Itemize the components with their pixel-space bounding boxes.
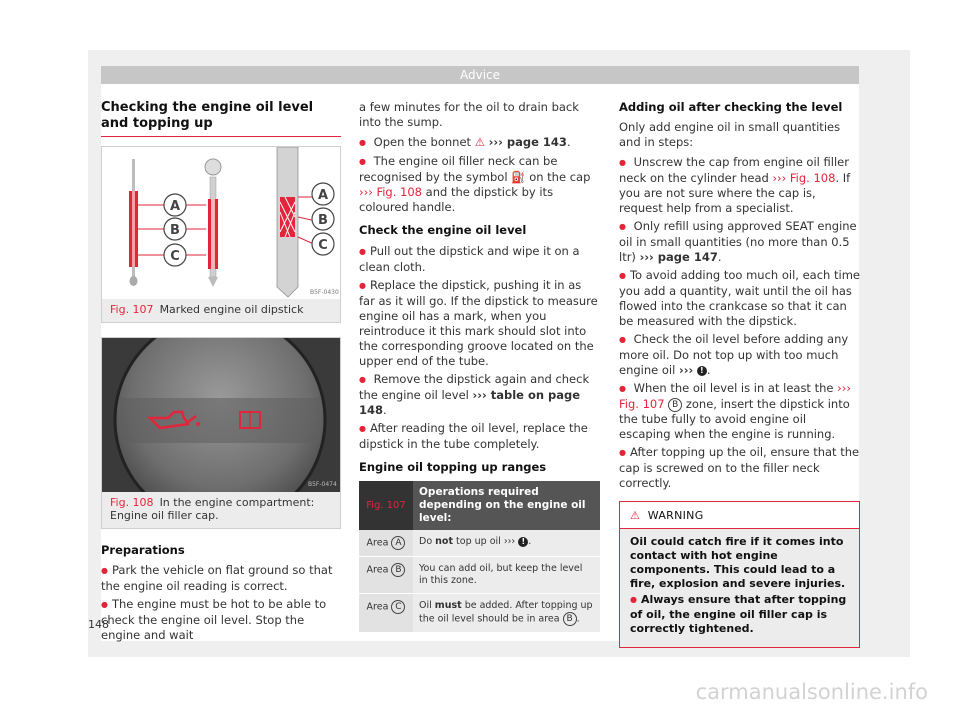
list-item: ● Park the vehicle on flat ground so that the engine oil reading is correct. — [101, 563, 341, 594]
text: Unscrew the cap from engine oil filler neck on the cylinder head — [619, 155, 849, 185]
warning-icon: ⚠ — [474, 135, 486, 149]
warning-body — [620, 529, 859, 647]
text: Only refill using approved SEAT engine oil in small quantities (no more than 0.5 ltr) — [619, 219, 857, 264]
area-marker: B — [391, 563, 405, 577]
list-item: ● To avoid adding too much oil, each time you add a quantity, wait until the oil has flowed into the crankcase so that it can be measured with the dipstick. — [619, 268, 860, 329]
list-item: ● Replace the dipstick, pushing it in as far as it will go. If the dipstick to measure engine oil has a mark, when you reintroduce it this mark should slot into the corresponding groove located on the upper end of the tube. — [359, 278, 600, 369]
area-cell: Area C — [359, 594, 413, 633]
list-item: ● The engine must be hot to be able to check the engine oil level. Stop the engine and wait — [101, 597, 341, 643]
marker-a: A — [169, 199, 181, 214]
text: Check the oil level before adding any more oil. Do not top up with too much engine oil — [619, 332, 849, 377]
figure-link[interactable]: ››› Fig. 108 — [772, 171, 836, 185]
section-header: Advice — [101, 66, 859, 84]
list-item: ● After topping up the oil, ensure that the cap is screwed on to the filler neck correctly. — [619, 445, 860, 491]
desc-cell: Oil must be added. After topping up the oil level should be in area B . — [413, 594, 600, 633]
text: The engine oil filler neck can be recognised by the symbol — [359, 154, 558, 184]
text: Remove the dipstick again and check the engine oil level — [359, 372, 590, 402]
list-item: ● Open the bonnet ⚠ ››› page 143. — [359, 135, 600, 151]
table-header-operations: Operations required depending on the engine oil level: — [413, 481, 600, 530]
text: and the dipstick by its coloured handle. — [359, 185, 554, 214]
list-item: ● Only refill using approved SEAT engine oil in small quantities (no more than 0.5 ltr) ››› page 147. — [619, 219, 860, 265]
text: . If you are not sure where the cap is, request help from a specialist. — [619, 171, 851, 215]
intro-text: Only add engine oil in small quantities and in steps: — [619, 120, 841, 149]
area-cell: Area A — [359, 530, 413, 557]
column-middle — [359, 100, 600, 633]
table-row — [359, 557, 600, 594]
page-link[interactable]: ››› page 147 — [639, 250, 718, 264]
page-link[interactable]: ››› page 143 — [488, 135, 567, 149]
figure-code: B5F-0474 — [308, 481, 337, 488]
page-number: 148 — [88, 618, 109, 631]
oil-cap-photo — [102, 338, 340, 492]
table-link[interactable]: ››› table on page 148 — [359, 388, 581, 417]
exclamation-icon: ! — [518, 537, 528, 547]
list-item — [619, 155, 860, 216]
text: Open the bonnet — [373, 135, 472, 149]
dipstick-graphic — [102, 147, 340, 299]
table-row — [359, 530, 600, 557]
area-marker: C — [391, 600, 405, 614]
page-title: Checking the engine oil level and topping up — [101, 100, 341, 137]
preparations — [101, 543, 341, 643]
text: on the cap — [529, 170, 591, 184]
subheading: Adding oil after checking the level — [619, 100, 843, 114]
warning-box — [619, 501, 860, 648]
exclamation-icon: ! — [697, 366, 707, 376]
subheading: Engine oil topping up ranges — [359, 460, 547, 474]
figure-caption — [102, 492, 340, 528]
area-cell: Area B — [359, 557, 413, 594]
column-left — [101, 100, 341, 646]
text: zone, insert the dipstick into the tube fully to avoid engine oil escaping when the engine is running. — [619, 397, 850, 441]
dipstick-illustration — [102, 147, 340, 299]
text: When the oil level is in at least the — [633, 381, 834, 395]
column-right — [619, 100, 860, 648]
preparations-title: Preparations — [101, 543, 185, 557]
list-item — [619, 381, 860, 442]
caption-text: In the engine compartment: Engine oil filler cap. — [110, 496, 315, 522]
marker-a-right: A — [317, 188, 329, 203]
oil-can-icon: ⛽ — [511, 170, 526, 184]
marker-c-right: C — [318, 238, 328, 253]
list-item — [359, 154, 600, 215]
figure-link[interactable]: ››› Fig. 107 — [619, 381, 851, 411]
marker-c: C — [170, 249, 180, 264]
marker-b: B — [170, 223, 180, 238]
desc-cell: You can add oil, but keep the level in this zone. — [413, 557, 600, 594]
list-item: ● Pull out the dipstick and wipe it on a clean cloth. — [359, 244, 600, 275]
oil-cap-graphic — [102, 338, 340, 492]
marker-b-right: B — [318, 213, 328, 228]
area-marker: B — [668, 398, 682, 412]
area-marker: B — [563, 612, 577, 626]
warning-title: WARNING — [647, 509, 704, 522]
reference-link[interactable]: ››› — [503, 536, 516, 547]
subheading: Check the engine oil level — [359, 223, 527, 237]
figure-link[interactable]: ››› Fig. 108 — [359, 185, 422, 199]
area-marker: A — [391, 536, 405, 550]
watermark: carmanualsonline.info — [695, 680, 928, 704]
oil-range-table — [359, 481, 600, 633]
list-item: ● Check the oil level before adding any more oil. Do not top up with too much engine oil ››› ! . — [619, 332, 860, 378]
warning-text: Oil could catch fire if it comes into contact with hot engine components. This could lead to a fire, explosion and severe injuries. — [630, 535, 846, 590]
warning-icon: ⚠ — [630, 509, 641, 522]
figure-label: Fig. 107 — [110, 303, 154, 316]
warning-header — [620, 502, 859, 529]
list-item: ● After reading the oil level, replace the dipstick in the tube completely. — [359, 421, 600, 452]
list-item: ● Remove the dipstick again and check the engine oil level ››› table on page 148. — [359, 372, 600, 418]
desc-cell: Do not top up oil ››› ! . — [413, 530, 600, 557]
figure-label: Fig. 108 — [110, 496, 154, 509]
reference-link[interactable]: ››› — [678, 363, 694, 377]
table-row — [359, 594, 600, 633]
table-header-fig: Fig. 107 — [359, 481, 413, 530]
warning-bullet: ● Always ensure that after topping of oil, the engine oil filler cap is correctly tightened. — [630, 593, 849, 636]
figure-108 — [101, 337, 341, 529]
continued-text: a few minutes for the oil to drain back into the sump. — [359, 100, 579, 129]
caption-text: Marked engine oil dipstick — [159, 303, 304, 316]
figure-107 — [101, 146, 341, 323]
figure-code: B5F-0430 — [310, 289, 339, 296]
figure-caption — [102, 299, 340, 322]
